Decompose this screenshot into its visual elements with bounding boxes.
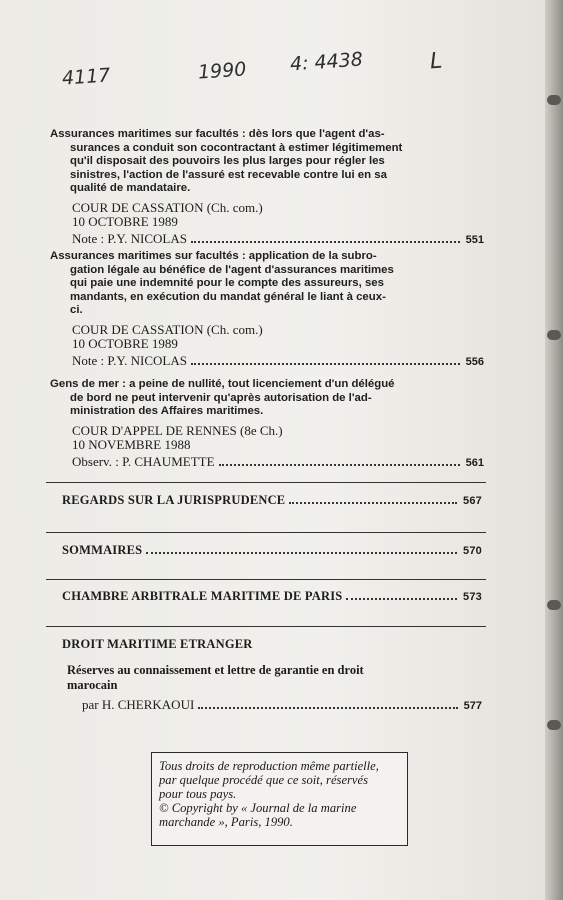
- entry-subject: Gens de mer: [50, 378, 120, 390]
- page-number: 567: [463, 495, 482, 507]
- binder-ring: [547, 600, 561, 610]
- court-name: COUR DE CASSATION (Ch. com.): [72, 321, 263, 337]
- dot-leader: [191, 363, 460, 365]
- binder-ring: [547, 330, 561, 340]
- copyright-line: marchande », Paris, 1990.: [159, 815, 293, 829]
- note-line: [72, 454, 484, 470]
- toc-entry-1: [50, 128, 484, 247]
- article-title-line: Réserves au connaissement et lettre de garantie en droit: [67, 663, 364, 677]
- section-regards-jurisprudence: [62, 493, 482, 508]
- copyright-line: par quelque procédé que ce soit, réservés: [159, 773, 369, 787]
- entry-summary-start: : dès lors que l'agent d'as-: [238, 128, 385, 140]
- note-line: [72, 231, 484, 247]
- dot-leader: [346, 598, 457, 600]
- section-chambre-arbitrale: [62, 589, 482, 604]
- decision-date: 10 OCTOBRE 1989: [72, 335, 178, 351]
- dot-leader: [198, 707, 457, 709]
- copyright-line: © Copyright by « Journal de la marine: [159, 801, 357, 815]
- note-author: Observ. : P. CHAUMETTE: [72, 453, 215, 469]
- entry-summary-line: qualité de mandataire.: [70, 182, 191, 195]
- handwritten-note-3: 4: 4438: [289, 48, 364, 76]
- section-sommaires: [62, 543, 482, 558]
- entry-summary-line: qu'il disposait des pouvoirs les plus larges pour régler les: [70, 155, 385, 168]
- copyright-line: pour tous pays.: [159, 787, 237, 801]
- section-title: CHAMBRE ARBITRALE MARITIME DE PARIS: [62, 589, 343, 603]
- entry-summary-line: ci.: [70, 304, 83, 317]
- entry-summary: [50, 378, 455, 419]
- entry-summary-line: mandants, en exécution du mandat général le liant à ceux-: [70, 290, 386, 303]
- toc-entry-2: [50, 250, 484, 369]
- page-number: 556: [465, 355, 484, 368]
- page-number: 573: [463, 591, 482, 603]
- page-number: 561: [465, 456, 484, 469]
- entry-summary-start: : application de la subro-: [238, 250, 377, 262]
- binder-ring: [547, 95, 561, 105]
- article-title-line: marocain: [67, 678, 118, 692]
- entry-summary-line: ministration des Affaires maritimes.: [70, 405, 264, 418]
- foreign-article-author-line: [82, 697, 482, 713]
- entry-summary-line: surances a conduit son cocontractant à estimer légitimement: [70, 141, 403, 154]
- court-name: COUR DE CASSATION (Ch. com.): [72, 199, 263, 215]
- handwritten-note-1: 4117: [61, 64, 112, 90]
- handwritten-note-2: 1990: [197, 58, 248, 84]
- note-line: [72, 353, 484, 369]
- section-divider: [46, 579, 486, 580]
- copyright-text: [159, 759, 404, 829]
- copyright-line: Tous droits de reproduction même partielle,: [159, 759, 379, 773]
- note-author: Note : P.Y. NICOLAS: [72, 230, 187, 246]
- page-number: 551: [465, 233, 484, 246]
- entry-subject: Assurances maritimes sur facultés: [50, 250, 239, 262]
- court-name: COUR D'APPEL DE RENNES (8e Ch.): [72, 422, 283, 438]
- foreign-article-title: [67, 663, 447, 693]
- entry-summary: [50, 128, 455, 196]
- page-number: 577: [463, 700, 482, 712]
- decision-date: 10 OCTOBRE 1989: [72, 213, 178, 229]
- entry-summary-line: sinistres, l'action de l'assuré est recevable contre lui en sa: [70, 168, 387, 181]
- copyright-box: [151, 752, 408, 846]
- entry-summary: [50, 250, 455, 318]
- section-divider: [46, 482, 486, 483]
- section-divider: [46, 532, 486, 533]
- binder-ring: [547, 720, 561, 730]
- entry-summary-line: qui paie une indemnité pour le compte des assureurs, ses: [70, 277, 384, 290]
- entry-subject: Assurances maritimes sur facultés: [50, 128, 239, 140]
- decision-date: 10 NOVEMBRE 1988: [72, 436, 191, 452]
- section-title: REGARDS SUR LA JURISPRUDENCE: [62, 493, 286, 507]
- article-author: par H. CHERKAOUI: [82, 697, 195, 712]
- handwritten-note-4: L: [429, 48, 444, 75]
- section-droit-maritime-etranger: DROIT MARITIME ETRANGER: [62, 637, 253, 651]
- note-author: Note : P.Y. NICOLAS: [72, 352, 187, 368]
- dot-leader: [289, 502, 457, 504]
- entry-summary-line: de bord ne peut intervenir qu'après autorisation de l'ad-: [70, 391, 372, 404]
- entry-summary-start: : a peine de nullité, tout licenciement d'un délégué: [119, 378, 395, 390]
- dot-leader: [219, 464, 460, 466]
- page-number: 570: [463, 545, 482, 557]
- dot-leader: [146, 552, 457, 554]
- entry-summary-line: gation légale au bénéfice de l'agent d'assurances maritimes: [70, 263, 394, 276]
- section-title: SOMMAIRES: [62, 543, 143, 557]
- dot-leader: [191, 241, 460, 243]
- binder-edge: [545, 0, 563, 900]
- toc-entry-3: [50, 378, 484, 470]
- section-divider: [46, 626, 486, 627]
